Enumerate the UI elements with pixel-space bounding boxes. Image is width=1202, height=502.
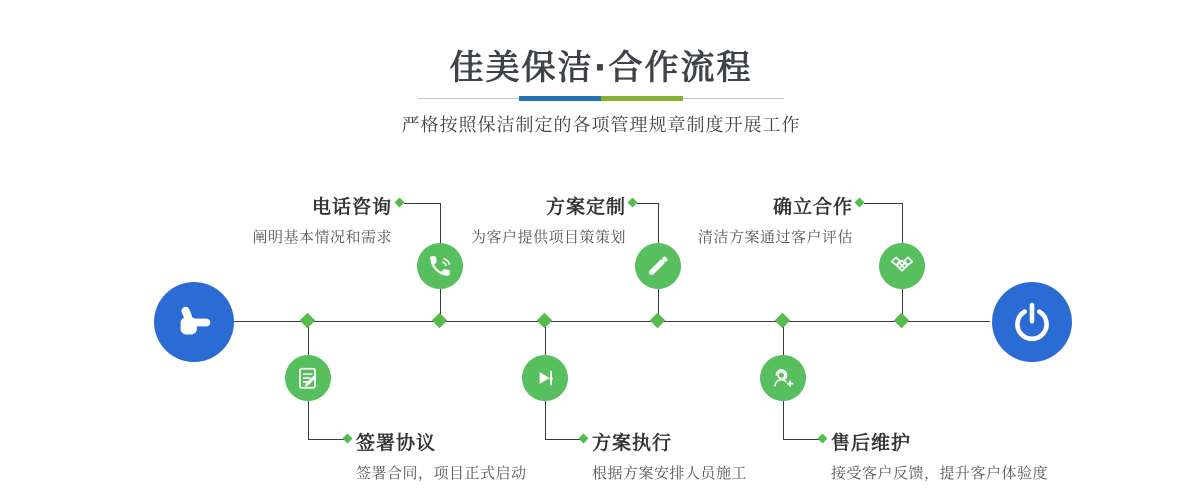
label-diamond bbox=[855, 198, 865, 208]
divider-green-segment bbox=[601, 96, 683, 101]
step-desc: 根据方案安排人员施工 bbox=[592, 464, 748, 482]
handshake-icon bbox=[889, 253, 915, 279]
label-diamond bbox=[343, 434, 353, 444]
step-label-phone bbox=[152, 192, 392, 247]
step-circle-contract bbox=[285, 355, 331, 401]
connector-horizontal bbox=[864, 203, 902, 204]
step-desc: 签署合同，项目正式启动 bbox=[356, 464, 527, 482]
timeline-node-diamond bbox=[432, 313, 448, 329]
timeline-node-diamond bbox=[775, 313, 791, 329]
design-pencil-icon bbox=[645, 253, 671, 279]
title-divider bbox=[418, 96, 784, 101]
step-title: 确立合作 bbox=[772, 196, 853, 218]
step-label-service bbox=[831, 428, 1121, 483]
step-title: 方案定制 bbox=[545, 196, 626, 218]
page-title: 佳美保洁·合作流程 bbox=[449, 48, 753, 88]
step-circle-design bbox=[635, 243, 681, 289]
page-subtitle: 严格按照保洁制定的各项管理规章制度开展工作 bbox=[401, 115, 801, 136]
start-node bbox=[154, 282, 234, 362]
step-circle-service bbox=[760, 355, 806, 401]
step-desc: 阐明基本情况和需求 bbox=[252, 228, 392, 246]
step-desc: 接受客户反馈，提升客户体验度 bbox=[831, 464, 1049, 482]
connector-horizontal bbox=[308, 439, 344, 440]
customer-service-icon bbox=[770, 365, 796, 391]
end-node bbox=[992, 282, 1072, 362]
timeline-node-diamond bbox=[537, 313, 553, 329]
step-label-design bbox=[386, 192, 626, 247]
divider-blue-segment bbox=[519, 96, 601, 101]
timeline-node-diamond bbox=[894, 313, 910, 329]
step-label-cooperate bbox=[613, 192, 853, 247]
step-desc: 清洁方案通过客户评估 bbox=[697, 228, 853, 246]
step-circle-execute bbox=[522, 355, 568, 401]
timeline-node-diamond bbox=[300, 313, 316, 329]
step-circle-handshake bbox=[879, 243, 925, 289]
timeline-node-diamond bbox=[650, 313, 666, 329]
contract-icon bbox=[295, 365, 321, 391]
timeline-line bbox=[230, 321, 990, 322]
step-desc: 为客户提供项目策策划 bbox=[470, 228, 626, 246]
power-icon bbox=[1009, 299, 1055, 345]
step-title: 方案执行 bbox=[592, 432, 673, 454]
step-title: 签署协议 bbox=[356, 432, 437, 454]
pointer-hand-icon bbox=[171, 299, 217, 345]
step-title: 电话咨询 bbox=[311, 196, 392, 218]
play-execute-icon bbox=[532, 365, 558, 391]
step-circle-phone bbox=[417, 243, 463, 289]
step-title: 售后维护 bbox=[831, 432, 912, 454]
phone-icon bbox=[427, 253, 453, 279]
